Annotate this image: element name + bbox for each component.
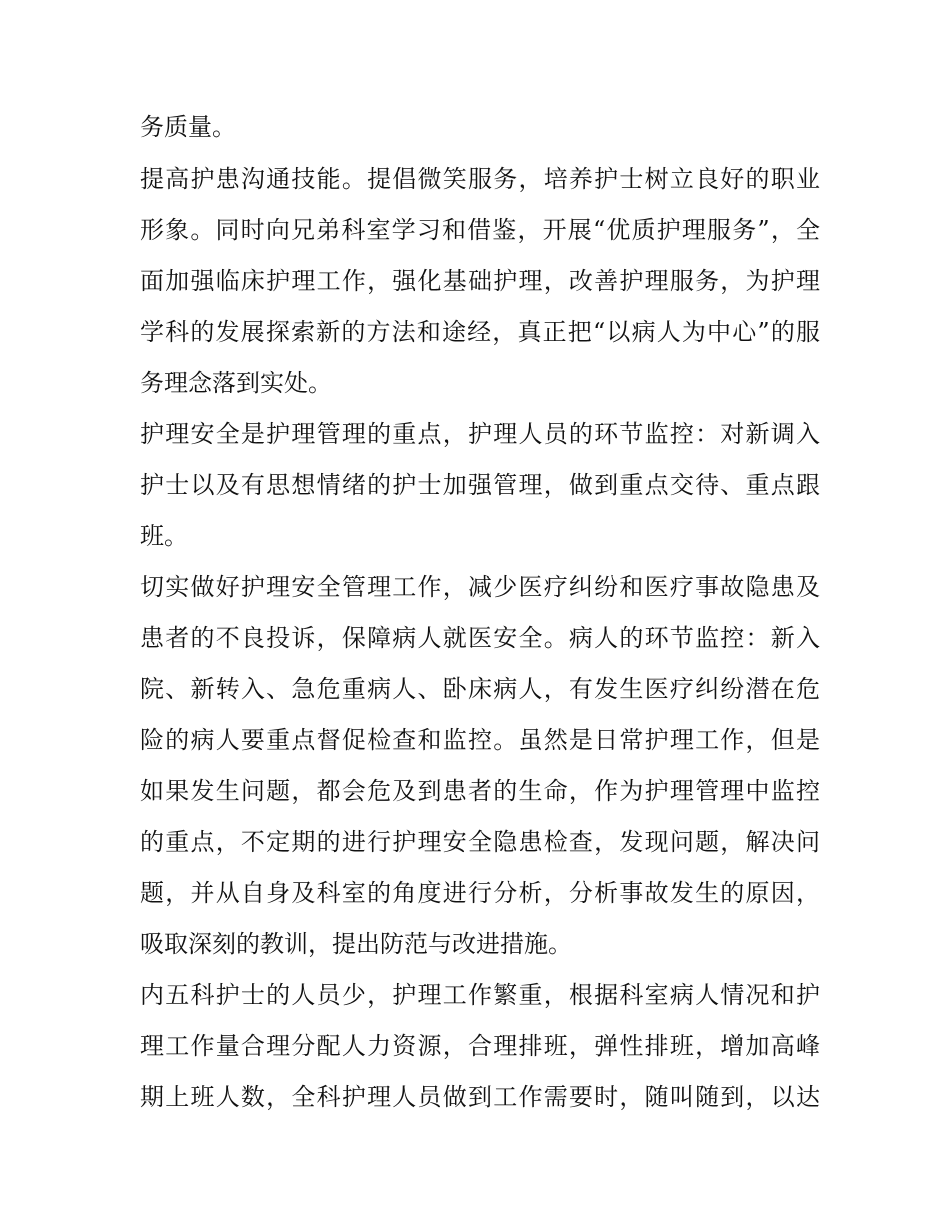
text-line: 院、新转入、急危重病人、卧床病人，有发生医疗纠纷潜在危 [140, 675, 820, 703]
text-line: 险的病人要重点督促检查和监控。虽然是日常护理工作，但是 [140, 726, 820, 754]
text-line: 提高护患沟通技能。提倡微笑服务，培养护士树立良好的职业 [140, 165, 820, 193]
text-line: 护士以及有思想情绪的护士加强管理，做到重点交待、重点跟 [140, 471, 820, 499]
text-line: 如果发生问题，都会危及到患者的生命，作为护理管理中监控 [140, 777, 820, 805]
text-line: 班。 [140, 522, 188, 550]
text-line: 题，并从自身及科室的角度进行分析，分析事故发生的原因， [140, 879, 820, 907]
text-line: 切实做好护理安全管理工作，减少医疗纠纷和医疗事故隐患及 [140, 573, 820, 601]
text-line: 患者的不良投诉，保障病人就医安全。病人的环节监控：新入 [140, 624, 820, 652]
text-line: 期上班人数，全科护理人员做到工作需要时，随叫随到，以达 [140, 1083, 820, 1111]
text-line: 形象。同时向兄弟科室学习和借鉴，开展“优质护理服务”，全 [140, 216, 820, 244]
text-line: 学科的发展探索新的方法和途经，真正把“以病人为中心”的服 [140, 318, 820, 346]
text-line: 面加强临床护理工作，强化基础护理，改善护理服务，为护理 [140, 267, 820, 295]
text-line: 内五科护士的人员少，护理工作繁重，根据科室病人情况和护 [140, 981, 820, 1009]
text-line: 理工作量合理分配人力资源，合理排班，弹性排班，增加高峰 [140, 1032, 820, 1060]
text-line: 护理安全是护理管理的重点，护理人员的环节监控：对新调入 [140, 420, 820, 448]
text-line: 务理念落到实处。 [140, 369, 332, 397]
text-line: 务质量。 [140, 113, 236, 141]
text-line: 的重点，不定期的进行护理安全隐患检查，发现问题，解决问 [140, 828, 820, 856]
text-line: 吸取深刻的教训，提出防范与改进措施。 [140, 930, 572, 958]
